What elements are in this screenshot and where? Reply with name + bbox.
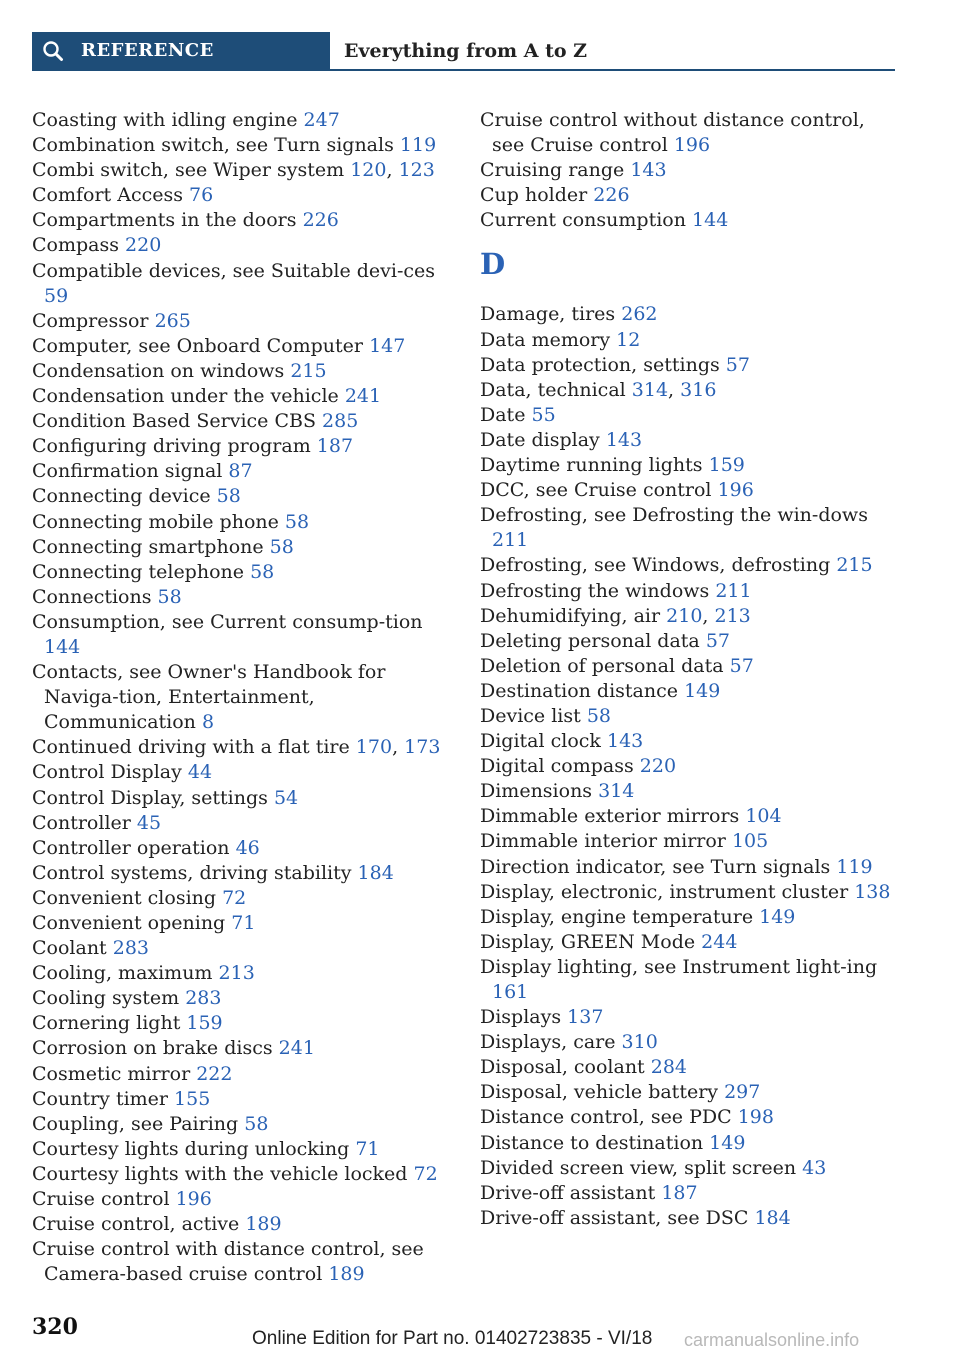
- page-link[interactable]: 189: [245, 1213, 282, 1236]
- index-entry-term: Dimmable exterior mirrors: [480, 805, 740, 828]
- index-entry-term: Date: [480, 403, 526, 426]
- page-link[interactable]: 196: [175, 1188, 212, 1211]
- index-entry-term: Convenient closing: [32, 886, 217, 909]
- index-entry: [480, 905, 900, 930]
- index-entry: [32, 610, 452, 660]
- index-column-left: [32, 108, 452, 1287]
- index-entry: [32, 434, 452, 459]
- page-link[interactable]: 215: [290, 359, 327, 382]
- index-entry: [32, 535, 452, 560]
- index-list-right-top: [480, 108, 900, 233]
- index-entry-term: Consumption, see Current consump-tion: [32, 610, 423, 633]
- page-link[interactable]: 71: [355, 1137, 380, 1160]
- index-entry: [32, 510, 452, 535]
- page-link[interactable]: 149: [759, 905, 796, 928]
- index-entry: [480, 353, 900, 378]
- index-entry: Dehumidifying, air 210, 213: [480, 604, 751, 627]
- index-entry-term: Controller: [32, 811, 131, 834]
- page-link[interactable]: 310: [621, 1031, 658, 1054]
- index-entry: [32, 560, 452, 585]
- index-entry: [480, 453, 900, 478]
- page-header: [32, 32, 895, 71]
- index-entry: [480, 503, 900, 553]
- index-entry: [480, 779, 900, 804]
- page-link[interactable]: 211: [715, 579, 752, 602]
- index-entry-term: Connecting smartphone: [32, 535, 264, 558]
- index-entry-term: Coupling, see Pairing: [32, 1112, 239, 1135]
- index-entry: [480, 930, 900, 955]
- page-link[interactable]: 283: [185, 987, 222, 1010]
- index-entry-term: Combination switch, see Turn signals: [32, 134, 394, 157]
- index-entry: [32, 1212, 452, 1237]
- index-entry-term: Comfort Access: [32, 184, 183, 207]
- page-link[interactable]: 314: [598, 780, 635, 803]
- page-link[interactable]: 144: [692, 209, 729, 232]
- index-entry-term: Display lighting, see Instrument light-ing: [480, 955, 878, 978]
- index-entry-term: Daytime running lights: [480, 454, 703, 477]
- page-link[interactable]: 58: [284, 510, 310, 533]
- index-entry-term: Drive-off assistant: [480, 1181, 656, 1204]
- section-tab: [32, 32, 330, 71]
- index-entry: [480, 679, 900, 704]
- page-link[interactable]: 189: [328, 1263, 365, 1286]
- index-entry: [480, 1131, 900, 1156]
- index-entry: [32, 484, 452, 509]
- index-entry: [32, 936, 452, 961]
- index-entry-term: Dimmable interior mirror: [480, 830, 726, 853]
- index-entry-term: Computer, see Onboard Computer: [32, 334, 364, 357]
- index-entry-term: Digital compass: [480, 755, 634, 778]
- index-entry: [480, 704, 900, 729]
- page-link[interactable]: 316: [680, 378, 717, 401]
- index-entry: [480, 328, 900, 353]
- index-entry-term: Data memory: [480, 328, 611, 351]
- index-entry-term: Connecting mobile phone: [32, 510, 279, 533]
- page-link[interactable]: 265: [154, 309, 191, 332]
- page-link[interactable]: 144: [44, 635, 81, 658]
- index-entry-term: Cruise control, active: [32, 1213, 240, 1236]
- page-number: 320: [32, 1314, 78, 1340]
- index-entry-term: Display, engine temperature: [480, 905, 754, 928]
- index-entry-term: Display, GREEN Mode: [480, 930, 696, 953]
- page-link[interactable]: 57: [705, 629, 730, 652]
- page-link[interactable]: 161: [492, 981, 529, 1003]
- index-entry: [32, 359, 452, 384]
- page-link[interactable]: 12: [616, 328, 641, 351]
- index-entry: Data, technical 314, 316: [480, 378, 717, 401]
- index-entry: [32, 108, 452, 133]
- page-link[interactable]: 8: [201, 711, 215, 734]
- section-letter: D: [480, 247, 506, 282]
- index-entry-term: Country timer: [32, 1087, 168, 1110]
- index-entry: [480, 880, 900, 905]
- page-link[interactable]: 58: [157, 585, 182, 608]
- page-link[interactable]: 55: [531, 403, 556, 426]
- page-link[interactable]: 143: [605, 428, 643, 451]
- page-link[interactable]: 119: [836, 855, 873, 878]
- page-link[interactable]: 119: [399, 134, 437, 157]
- index-entry-term: Defrosting, see Defrosting the win-dows: [480, 504, 868, 527]
- page-link[interactable]: 196: [673, 134, 711, 157]
- watermark: carmanualsonline.info: [684, 1330, 860, 1350]
- index-entry: [32, 1062, 452, 1087]
- index-entry: [32, 760, 452, 785]
- page-link[interactable]: 45: [136, 811, 162, 834]
- page-link[interactable]: 284: [650, 1056, 688, 1079]
- index-entry-term: Digital clock: [480, 730, 601, 753]
- index-entry: Continued driving with a flat tire 170, 173: [32, 736, 441, 759]
- index-entry-term: Current consumption: [480, 209, 686, 232]
- page-link[interactable]: 104: [745, 805, 782, 828]
- index-entry: [480, 629, 900, 654]
- page-link[interactable]: 149: [684, 679, 721, 702]
- index-entry-term: Cooling, maximum: [32, 962, 213, 985]
- page-link[interactable]: 262: [621, 303, 658, 326]
- index-entry-term: Continued driving with a flat tire: [32, 736, 350, 759]
- page-link[interactable]: 297: [724, 1081, 761, 1104]
- index-entry-term: Distance control, see PDC: [480, 1106, 732, 1129]
- index-entry: [480, 478, 900, 503]
- footer-edition: Online Edition for Part no. 01402723835 - VI/18: [252, 1328, 653, 1349]
- index-entry-term: Cruise control without distance control, see Cruise control: [480, 109, 865, 157]
- index-entry-term: Divided screen view, split screen: [480, 1156, 797, 1179]
- index-entry-term: Corrosion on brake discs: [32, 1037, 273, 1060]
- page-link[interactable]: 58: [244, 1112, 269, 1135]
- index-entry-term: Disposal, vehicle battery: [480, 1081, 719, 1104]
- page-link[interactable]: 155: [174, 1087, 211, 1110]
- index-entry-term: Dehumidifying, air: [480, 604, 661, 627]
- index-entry-term: DCC, see Cruise control: [480, 479, 712, 502]
- index-entry-term: Damage, tires: [480, 303, 616, 326]
- page-link[interactable]: 143: [630, 159, 667, 182]
- index-entry-term: Control Display: [32, 761, 182, 784]
- page-link[interactable]: 220: [125, 234, 162, 257]
- index-entry: [32, 459, 452, 484]
- page-link[interactable]: 213: [714, 604, 751, 627]
- page-link[interactable]: 285: [322, 410, 359, 433]
- index-entry: [32, 259, 452, 309]
- index-entry: [32, 183, 452, 208]
- index-entry-term: Coolant: [32, 937, 107, 960]
- index-entry: [480, 553, 900, 578]
- index-entry-term: Compressor: [32, 309, 149, 332]
- index-entry-term: Connecting telephone: [32, 560, 245, 583]
- index-entry-term: Defrosting, see Windows, defrosting: [480, 554, 831, 577]
- index-entry: [480, 428, 900, 453]
- page-link[interactable]: 196: [717, 479, 754, 502]
- index-entry: Combi switch, see Wiper system 120, 123: [32, 159, 435, 182]
- index-entry-term: Control systems, driving stability: [32, 861, 352, 884]
- index-entry: [480, 1181, 900, 1206]
- index-entry: [480, 1030, 900, 1055]
- index-entry: [32, 233, 452, 258]
- page-link[interactable]: 46: [235, 836, 260, 859]
- index-entry-term: Condensation under the vehicle: [32, 385, 339, 408]
- page-link[interactable]: 314: [631, 378, 669, 401]
- index-entry: [32, 1187, 452, 1212]
- index-entry-term: Cruise control: [32, 1188, 170, 1211]
- index-entry-term: Coasting with idling engine: [32, 109, 298, 131]
- index-entry: [32, 986, 452, 1011]
- index-entry-term: Cosmetic mirror: [32, 1062, 191, 1085]
- page-link[interactable]: 44: [187, 761, 213, 784]
- page-link[interactable]: 123: [398, 159, 435, 182]
- page-link[interactable]: 184: [754, 1206, 791, 1229]
- index-entry-term: Device list: [480, 704, 581, 727]
- page-link[interactable]: 211: [492, 529, 529, 552]
- index-entry: [32, 409, 452, 434]
- page-link[interactable]: 213: [218, 962, 255, 985]
- index-entry: [480, 1080, 900, 1105]
- index-entry-term: Defrosting the windows: [480, 579, 710, 602]
- index-entry: [32, 786, 452, 811]
- page-link[interactable]: 184: [357, 861, 394, 884]
- index-list-right-bottom: [480, 302, 900, 1230]
- index-entry-term: Connections: [32, 585, 152, 608]
- page-link[interactable]: 143: [607, 730, 644, 753]
- page-link[interactable]: 170: [355, 736, 393, 759]
- search-icon: [42, 40, 64, 62]
- index-entry-term: Drive-off assistant, see DSC: [480, 1206, 749, 1229]
- index-entry-term: Destination distance: [480, 679, 679, 702]
- index-entry-term: Compatible devices, see Suitable devi-ces: [32, 259, 436, 282]
- index-entry: [480, 302, 900, 327]
- index-entry: [32, 1011, 452, 1036]
- page-link[interactable]: 43: [802, 1156, 827, 1179]
- page-link[interactable]: 72: [413, 1162, 438, 1185]
- page-link[interactable]: 137: [567, 1006, 604, 1029]
- index-entry: [32, 1137, 452, 1162]
- index-entry-term: Direction indicator, see Turn signals: [480, 855, 831, 878]
- index-entry-term: Displays, care: [480, 1031, 616, 1054]
- page-link[interactable]: 147: [369, 334, 406, 357]
- page-link[interactable]: 57: [725, 353, 750, 376]
- page-link[interactable]: 187: [316, 435, 354, 458]
- header-title: Everything from A to Z: [344, 40, 588, 62]
- index-entry: [32, 208, 452, 233]
- index-entry: [480, 1105, 900, 1130]
- index-entry: [480, 183, 900, 208]
- index-entry: [480, 804, 900, 829]
- index-entry: [32, 585, 452, 610]
- page-link[interactable]: 54: [273, 786, 299, 809]
- index-entry: [480, 855, 900, 880]
- page-link[interactable]: 222: [196, 1062, 233, 1085]
- page-link[interactable]: 138: [854, 880, 891, 903]
- index-entry-term: Cruising range: [480, 159, 625, 182]
- page-link[interactable]: 283: [112, 937, 150, 960]
- index-entry: [480, 1005, 900, 1030]
- page-link[interactable]: 76: [189, 184, 214, 207]
- index-entry: [480, 1055, 900, 1080]
- index-entry: [32, 1162, 452, 1187]
- index-entry: [32, 811, 452, 836]
- page-link[interactable]: 57: [729, 654, 754, 677]
- page-link[interactable]: 58: [586, 704, 611, 727]
- index-entry-term: Cornering light: [32, 1012, 181, 1035]
- page-link[interactable]: 159: [708, 454, 745, 477]
- index-entry-term: Confirmation signal: [32, 460, 223, 483]
- page-link[interactable]: 58: [216, 485, 241, 508]
- index-entry: [32, 660, 452, 735]
- index-entry-term: Condensation on windows: [32, 359, 285, 382]
- page-link[interactable]: 226: [593, 184, 630, 207]
- page-link[interactable]: 59: [44, 284, 69, 307]
- index-entry: [32, 1036, 452, 1061]
- index-entry: [480, 654, 900, 679]
- index-entry-term: Compass: [32, 234, 119, 257]
- index-entry: [480, 158, 900, 183]
- index-column-right: [480, 108, 900, 1231]
- index-entry: [480, 754, 900, 779]
- index-entry-term: Courtesy lights with the vehicle locked: [32, 1162, 408, 1185]
- index-entry-term: Cup holder: [480, 184, 588, 207]
- index-entry-term: Date display: [480, 428, 600, 451]
- index-entry: [480, 108, 900, 158]
- index-entry: [32, 133, 452, 158]
- page-link[interactable]: 105: [731, 830, 769, 853]
- index-entry: [480, 1206, 900, 1231]
- page-link[interactable]: 210: [666, 604, 703, 627]
- index-entry: [480, 1156, 900, 1181]
- index-entry-term: Controller operation: [32, 836, 230, 859]
- index-entry: [480, 579, 900, 604]
- index-entry: [480, 729, 900, 754]
- index-entry: [32, 384, 452, 409]
- index-entry: [480, 829, 900, 854]
- index-entry-term: Cooling system: [32, 987, 180, 1010]
- index-entry-term: Convenient opening: [32, 912, 226, 934]
- index-entry-term: Connecting device: [32, 485, 211, 508]
- index-entry: [32, 1112, 452, 1137]
- index-entry-term: Control Display, settings: [32, 786, 268, 809]
- page-link[interactable]: 72: [222, 886, 247, 909]
- index-entry-term: Cruise control with distance control, see Camera-based cruise control: [32, 1238, 424, 1286]
- index-entry: [32, 911, 452, 936]
- index-entry: [480, 208, 900, 233]
- page-link[interactable]: 241: [344, 385, 382, 408]
- index-entry: [32, 1237, 452, 1287]
- index-entry-term: Data, technical: [480, 378, 626, 401]
- page-link[interactable]: 120: [350, 159, 387, 182]
- index-entry-term: Configuring driving program: [32, 435, 311, 458]
- page-link[interactable]: 241: [278, 1037, 315, 1060]
- page-link[interactable]: 58: [250, 560, 275, 583]
- index-entry-term: Compartments in the doors: [32, 209, 297, 232]
- page-link[interactable]: 215: [836, 554, 873, 577]
- index-entry-term: Deletion of personal data: [480, 654, 724, 677]
- page-link[interactable]: 226: [302, 209, 339, 232]
- page-link[interactable]: 173: [404, 736, 441, 759]
- index-entry-term: Combi switch, see Wiper system: [32, 159, 345, 182]
- page-link[interactable]: 244: [701, 930, 738, 953]
- index-entry-term: Display, electronic, instrument cluster: [480, 880, 849, 903]
- index-entry-term: Distance to destination: [480, 1131, 704, 1154]
- index-entry: [32, 1087, 452, 1112]
- index-entry: [32, 861, 452, 886]
- index-entry-term: Displays: [480, 1006, 562, 1029]
- index-entry-term: Contacts, see Owner's Handbook for Naviga-tion, Entertainment, Communication: [32, 661, 386, 734]
- index-entry: [32, 836, 452, 861]
- page-link[interactable]: 71: [231, 912, 256, 934]
- index-entry: [32, 886, 452, 911]
- page-link[interactable]: 220: [639, 755, 677, 778]
- index-entry-term: Dimensions: [480, 780, 593, 803]
- index-entry-term: Data protection, settings: [480, 353, 720, 376]
- index-entry: [32, 961, 452, 986]
- page-link[interactable]: 58: [269, 535, 294, 558]
- index-entry: [32, 334, 452, 359]
- index-entry: [32, 309, 452, 334]
- index-entry: [480, 403, 900, 428]
- index-entry: [480, 955, 900, 1005]
- section-label: REFERENCE: [81, 40, 214, 61]
- page-link[interactable]: 247: [303, 109, 340, 131]
- page-link[interactable]: 87: [228, 460, 253, 483]
- index-entry-term: Disposal, coolant: [480, 1056, 645, 1079]
- page-link[interactable]: 149: [709, 1131, 746, 1154]
- page-link[interactable]: 198: [737, 1106, 774, 1129]
- page-link[interactable]: 159: [186, 1012, 223, 1035]
- index-entry-term: Courtesy lights during unlocking: [32, 1137, 350, 1160]
- page-link[interactable]: 187: [661, 1181, 698, 1204]
- index-entry-term: Condition Based Service CBS: [32, 410, 316, 433]
- index-entry-term: Deleting personal data: [480, 629, 700, 652]
